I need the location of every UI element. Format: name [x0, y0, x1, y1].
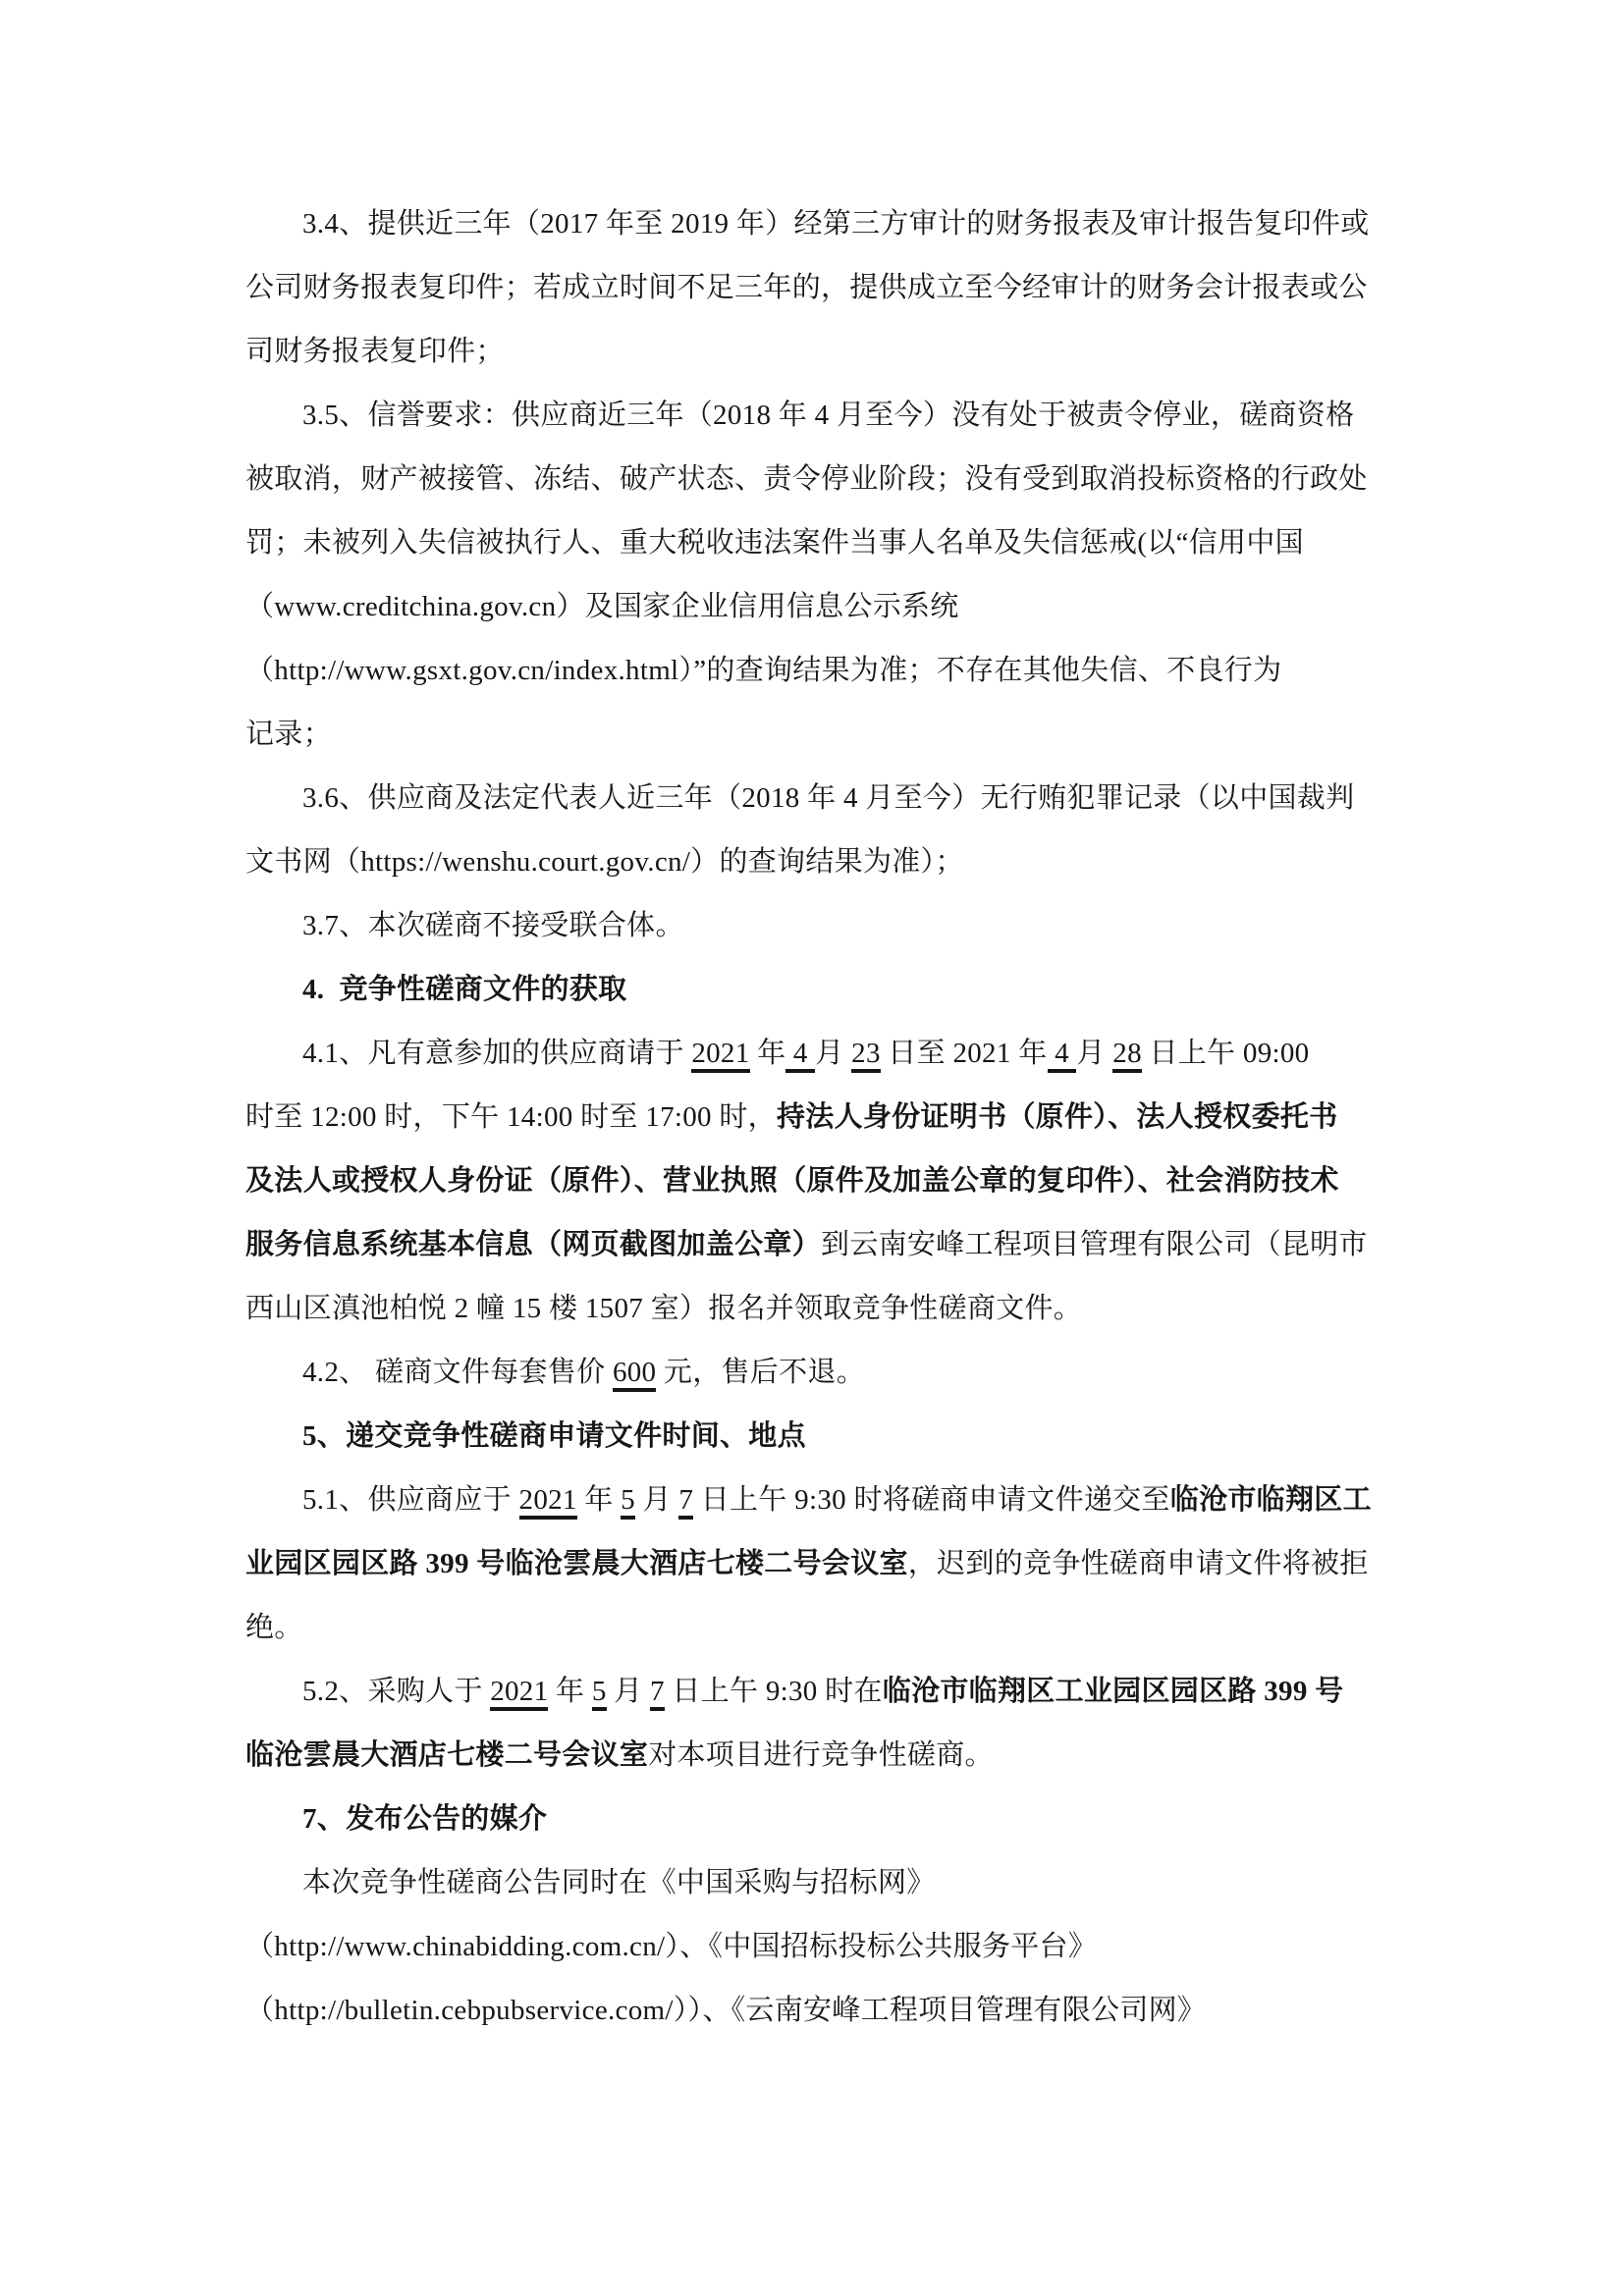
text-segment: 到云南安峰工程项目管理有限公司（昆明市 — [821, 1229, 1368, 1260]
text-segment: 5.1、供应商应于 — [302, 1484, 519, 1516]
section-7-line-3 — [245, 1979, 1380, 2043]
text-segment: （www.creditchina.gov.cn）及国家企业信用信息公示系统 — [245, 591, 959, 622]
text-segment: 年 — [576, 1484, 622, 1516]
clause-4-2-line-1 — [245, 1341, 1380, 1405]
text-segment: 23 — [851, 1038, 881, 1073]
clause-3-5-line-5 — [245, 639, 1380, 703]
text-segment: 日上午 9:30 时在 — [664, 1676, 883, 1707]
text-segment: 7 — [650, 1676, 665, 1711]
text-segment: 临沧市临翔区工 — [1169, 1484, 1372, 1516]
text-segment: 5 — [621, 1484, 635, 1520]
clause-3-4-line-2 — [245, 256, 1380, 320]
text-segment: 日上午 09:00 — [1141, 1038, 1310, 1069]
text-segment: 时至 12:00 时，下午 14:00 时至 17:00 时， — [245, 1101, 777, 1133]
text-segment: 持法人身份证明书（原件）、法人授权委托书 — [776, 1101, 1338, 1133]
clause-4-1-line-5 — [245, 1277, 1380, 1341]
clause-3-5-line-1 — [245, 384, 1380, 448]
text-segment: 4 — [1048, 1038, 1077, 1073]
text-segment: 2021 — [490, 1676, 548, 1711]
clause-5-1-line-2 — [245, 1532, 1380, 1596]
text-segment: 4 — [785, 1038, 815, 1073]
text-segment: 罚；未被列入失信被执行人、重大税收违法案件当事人名单及失信惩戒(以“信用中国 — [245, 527, 1304, 559]
text-segment: 元，售后不退。 — [656, 1357, 866, 1388]
clause-5-1-line-1 — [245, 1468, 1380, 1532]
text-segment: 4. 竞争性磋商文件的获取 — [302, 974, 627, 1005]
text-segment: 3.6、供应商及法定代表人近三年（2018 年 4 月至今）无行贿犯罪记录（以中国裁判 — [302, 782, 1355, 814]
section-7-line-2 — [245, 1915, 1380, 1979]
text-segment: 绝。 — [245, 1612, 303, 1643]
text-segment: 5 — [592, 1676, 607, 1711]
clause-3-5-line-4 — [245, 575, 1380, 639]
clause-5-1-line-3 — [245, 1596, 1380, 1660]
text-segment: 3.4、提供近三年（2017 年至 2019 年）经第三方审计的财务报表及审计报告复印件或 — [302, 208, 1370, 240]
text-segment: 3.7、本次磋商不接受联合体。 — [302, 910, 684, 941]
text-segment: 600 — [613, 1357, 656, 1392]
section-7-heading — [245, 1788, 1380, 1851]
clause-3-6-line-1 — [245, 767, 1380, 830]
clause-3-7-line-1 — [245, 894, 1380, 958]
clause-3-5-line-2 — [245, 448, 1380, 511]
section-7-line-1 — [245, 1851, 1380, 1915]
section-5-heading — [245, 1405, 1380, 1468]
clause-5-2-line-1 — [245, 1660, 1380, 1724]
text-segment: 西山区滇池柏悦 2 幢 15 楼 1507 室）报名并领取竞争性磋商文件。 — [245, 1293, 1083, 1324]
clause-3-5-line-3 — [245, 511, 1380, 575]
text-segment: 及法人或授权人身份证（原件）、营业执照（原件及加盖公章的复印件）、社会消防技术 — [245, 1165, 1339, 1197]
text-segment: 文书网（https://wenshu.court.gov.cn/）的查询结果为准）； — [245, 846, 964, 878]
text-segment: 4.2、 磋商文件每套售价 — [302, 1357, 613, 1388]
text-segment: 7 — [678, 1484, 693, 1520]
clause-4-1-line-2 — [245, 1086, 1380, 1149]
clause-4-1-line-1 — [245, 1022, 1380, 1086]
clause-3-4-line-3 — [245, 320, 1380, 384]
text-segment: 3.5、信誉要求：供应商近三年（2018 年 4 月至今）没有处于被责令停业，磋商资格 — [302, 400, 1355, 431]
text-segment: 被取消，财产被接管、冻结、破产状态、责令停业阶段；没有受到取消投标资格的行政处 — [245, 463, 1368, 495]
text-segment: 业园区园区路 399 号临沧雲晨大酒店七楼二号会议室 — [245, 1548, 908, 1579]
text-segment: 5.2、采购人于 — [302, 1676, 491, 1707]
clause-3-5-line-6 — [245, 703, 1380, 767]
section-4-heading — [245, 958, 1380, 1022]
clause-3-4-line-1 — [245, 192, 1380, 256]
clause-3-6-line-2 — [245, 830, 1380, 894]
text-segment: 公司财务报表复印件；若成立时间不足三年的，提供成立至今经审计的财务会计报表或公 — [245, 272, 1368, 303]
text-segment: ，迟到的竞争性磋商申请文件将被拒 — [907, 1548, 1369, 1579]
text-segment: 月 — [634, 1484, 679, 1516]
text-segment: 月 — [606, 1676, 651, 1707]
text-segment: 2021 — [691, 1038, 749, 1073]
text-segment: 月 — [815, 1038, 852, 1069]
text-segment: 司财务报表复印件； — [245, 336, 505, 367]
document-text-block — [245, 192, 1380, 2043]
text-segment: （http://www.gsxt.gov.cn/index.html）”的查询结果为准；不存在其他失信、不良行为 — [245, 655, 1282, 686]
text-segment: 28 — [1112, 1038, 1142, 1073]
text-segment: 对本项目进行竞争性磋商。 — [648, 1739, 994, 1771]
text-segment: （http://www.chinabidding.com.cn/）、《中国招标投标公共服务平台》 — [245, 1931, 1098, 1962]
text-segment: 本次竞争性磋商公告同时在《中国采购与招标网》 — [302, 1867, 936, 1898]
text-segment: 记录； — [245, 719, 332, 750]
text-segment: 5、递交竞争性磋商申请文件时间、地点 — [302, 1420, 806, 1452]
text-segment: 日至 2021 年 — [880, 1038, 1048, 1069]
text-segment: （http://bulletin.cebpubservice.com/））、《云南安峰工程项目管理有限公司网》 — [245, 1995, 1207, 2026]
clause-4-1-line-3 — [245, 1149, 1380, 1213]
text-segment: 临沧市临翔区工业园区园区路 399 号 — [882, 1676, 1344, 1707]
text-segment: 日上午 9:30 时将磋商申请文件递交至 — [693, 1484, 1170, 1516]
text-segment: 年 — [548, 1676, 592, 1707]
text-segment: 临沧雲晨大酒店七楼二号会议室 — [245, 1739, 649, 1771]
clause-4-1-line-4 — [245, 1213, 1380, 1277]
text-segment: 服务信息系统基本信息（网页截图加盖公章） — [245, 1229, 822, 1260]
text-segment: 月 — [1076, 1038, 1113, 1069]
text-segment: 7、发布公告的媒介 — [302, 1803, 548, 1835]
clause-5-2-line-2 — [245, 1724, 1380, 1788]
text-segment: 2021 — [519, 1484, 577, 1520]
text-segment: 4.1、凡有意参加的供应商请于 — [302, 1038, 692, 1069]
text-segment: 年 — [749, 1038, 786, 1069]
